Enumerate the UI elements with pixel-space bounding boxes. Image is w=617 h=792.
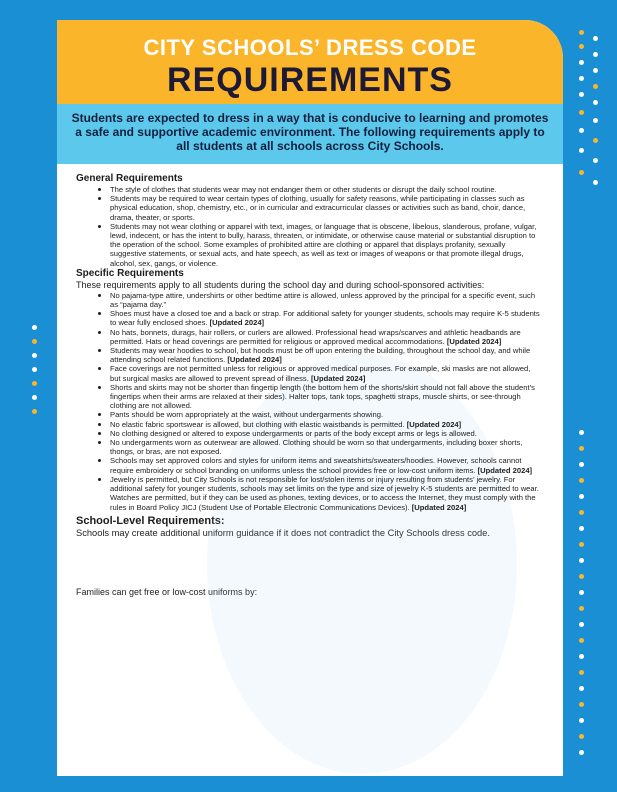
list-item: No undergarments worn as outerwear are allowed. Clothing should be worn so that undergarments, including boxer shorts, thongs, or bras, are not exposed. xyxy=(110,438,541,456)
list-item: The style of clothes that students wear may not endanger them or other students or disrupt the daily school routine. xyxy=(110,185,541,194)
list-item: Jewelry is permitted, but City Schools is not responsible for lost/stolen items or injury resulting from students’ jewelry. For additional safety for younger students, schools may set limits on the type and size of jewelry K-5 students are permitted to wear. Watches are permitted, but if they can be used as phones, texting devices, or to access the Internet, they must comply with the rules in Board Policy JICJ (Student Use of Portable Electronic Communications Devices). [Updated 2024] xyxy=(110,475,541,512)
updated-tag: [Updated 2024] xyxy=(411,502,467,512)
updated-tag: [Updated 2024] xyxy=(406,419,462,429)
title-line-1: CITY SCHOOLS’ DRESS CODE xyxy=(143,35,477,60)
list-item: Schools may set approved colors and styles for uniform items and sweatshirts/sweaters/hoodies. However, schools cannot require embroidery or school branding on uniforms unless the school provides free or low-cost uniform items. [Updated 2024] xyxy=(110,456,541,474)
decorative-dots-top-right xyxy=(575,30,605,200)
families-text: Families can get free or low-cost uniforms by: xyxy=(76,586,258,597)
intro-text: Students are expected to dress in a way that is conducive to learning and promotes a safe and supportive academic environment. The following requirements apply to all students at all schools across City Schools. xyxy=(71,111,549,153)
updated-tag: [Updated 2024] xyxy=(209,318,265,328)
list-item: Face coverings are not permitted unless for religious or approved medical purposes. For example, ski masks are not allowed, but surgical masks are allowed to prevent spread of illness. [Updated 2024] xyxy=(110,364,541,382)
list-item: No hats, bonnets, durags, hair rollers, or curlers are allowed. Professional head wraps/scarves and athletic headbands are permitted. Hats or head coverings are permitted for religious or approved medical accommodations. [Updated 2024] xyxy=(110,328,541,346)
document-content xyxy=(57,164,563,597)
general-requirements-heading: General Requirements xyxy=(76,173,183,184)
list-item: Students may be required to wear certain types of clothing, usually for safety reasons, while participating in classes such as physical education, shop, chemistry, etc., or in curricular and extracurricular classes or activities such as band, choir, dance, drama, theater, or sports. xyxy=(110,194,541,222)
updated-tag: [Updated 2024] xyxy=(477,465,533,475)
document-page xyxy=(57,20,563,776)
title-line-2: REQUIREMENTS xyxy=(167,61,453,99)
list-item: No elastic fabric sportswear is allowed, but clothing with elastic waistbands is permitted. [Updated 2024] xyxy=(110,420,541,429)
specific-requirements-list xyxy=(76,291,541,512)
updated-tag: [Updated 2024] xyxy=(310,373,366,383)
specific-requirements-heading: Specific Requirements xyxy=(76,267,184,279)
list-item: No pajama-type attire, undershirts or other bedtime attire is allowed, unless approved by the principal for a specific event, such as “pajama day.” xyxy=(110,291,541,309)
updated-tag: [Updated 2024] xyxy=(446,336,502,346)
title-banner xyxy=(57,20,563,104)
decorative-dots-left xyxy=(28,325,54,425)
school-level-text: Schools may create additional uniform guidance if it does not contradict the City Schools dress code. xyxy=(76,527,490,538)
updated-tag: [Updated 2024] xyxy=(227,355,282,365)
list-item: Students may wear hoodies to school, but hoods must be off upon entering the building, throughout the school day, and while attending school related functions. [Updated 2024] xyxy=(110,346,541,364)
specific-requirements-intro: These requirements apply to all students during the school day and during school-sponsored activities: xyxy=(76,279,485,290)
list-item: Shoes must have a closed toe and a back or strap. For additional safety for younger students, schools may require K-5 students to wear fully enclosed shoes. [Updated 2024] xyxy=(110,309,540,328)
list-item: Shorts and skirts may not be shorter than fingertip length (the bottom hem of the shorts/skirt should not fall above the student’s fingertips when their arms are relaxed at their sides). Halter tops, tank tops, spaghetti straps, muscle shirts, or see-through clothing are not allowed. xyxy=(110,383,541,411)
decorative-dots-bottom-right xyxy=(575,430,605,760)
general-requirements-list xyxy=(76,185,541,268)
list-item: Pants should be worn appropriately at the waist, without undergarments showing. xyxy=(110,410,541,419)
school-level-heading: School-Level Requirements: xyxy=(76,514,225,527)
intro-banner xyxy=(57,104,563,164)
list-item: No clothing designed or altered to expose undergarments or parts of the body except arms or legs is allowed. xyxy=(110,429,541,438)
list-item: Students may not wear clothing or apparel with text, images, or language that is obscene, libelous, slanderous, profane, vulgar, lewd, indecent, or has the intent to bully, harass, threaten, or intimidate, or otherwise cause material or substantial disruption to the operation of the school. Some examples of prohibited attire are clothing or apparel that displays profanity, sexually suggestive statements, or sexual acts, and hate speech, as well as text or images of weapons or that promote illegal drugs, alcohol, sex, gangs, or violence. xyxy=(110,222,541,268)
